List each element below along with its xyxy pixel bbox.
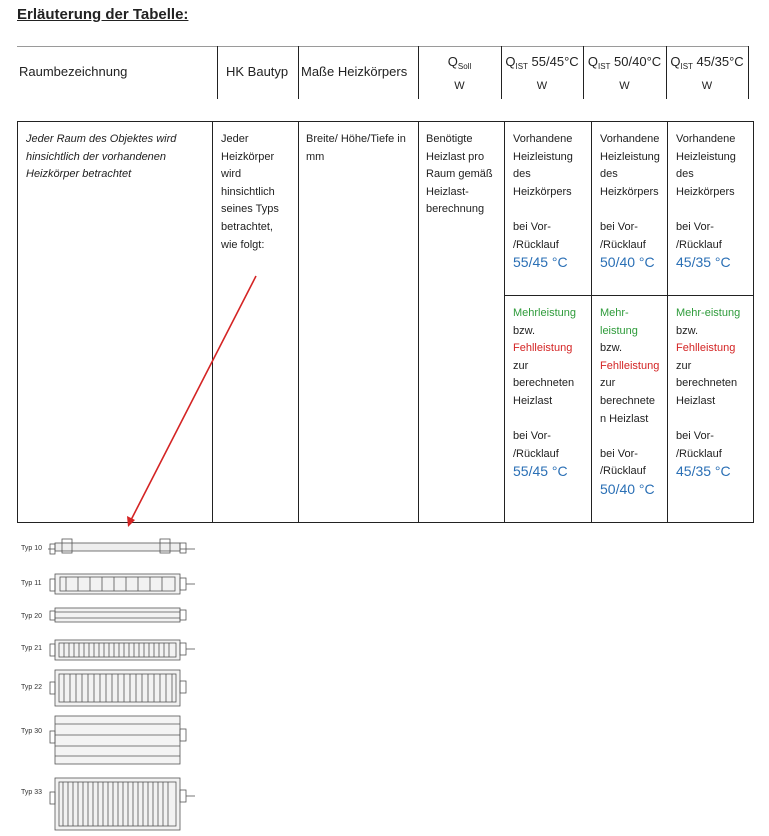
header-unit: W — [536, 80, 548, 92]
text-line: berechnung — [426, 203, 485, 216]
text-line: bzw. — [513, 324, 536, 337]
q-subscript: IST — [515, 62, 528, 71]
header-masse: Maße Heizkörpers — [301, 64, 408, 79]
radiator-type-label: Typ 33 — [21, 789, 43, 796]
header-unit: W — [454, 80, 465, 92]
q-symbol: Q — [587, 54, 598, 69]
header-unit: W — [701, 80, 713, 92]
radiator-typ-11-drawing — [50, 574, 195, 594]
text-line: berechneten — [513, 377, 575, 390]
fehlleistung-label: Fehlleistung — [513, 342, 573, 355]
text-line: betrachtet, — [221, 220, 273, 233]
mehrleistung-label: Mehr- — [600, 307, 629, 319]
text-line: Jeder — [221, 133, 249, 145]
temp-label: 45/35°C — [692, 54, 744, 69]
text-line: Heizlast pro — [426, 150, 485, 163]
header-unit: W — [619, 80, 630, 92]
text-line: zur — [513, 359, 529, 372]
text-line: Benötigte — [426, 133, 473, 145]
text-line: /Rücklauf — [600, 238, 646, 251]
radiator-type-label: Typ 21 — [21, 645, 43, 652]
cell-room-description: Jeder Raum des Objektes wird hinsichtlich der vorhandenen Heizkörper betrachtet — [26, 133, 177, 181]
text-line: Heizkörper — [221, 150, 275, 163]
fehlleistung-label: Fehlleistung — [676, 342, 736, 355]
text-line: des — [600, 168, 618, 181]
text-line: bei Vor- — [600, 220, 638, 233]
q-symbol: Q — [670, 54, 681, 69]
text-line: Heizkörpers — [676, 185, 735, 198]
q-symbol: Q — [447, 54, 458, 69]
text-line: wird — [221, 168, 242, 181]
text-line: Raum gemäß — [426, 168, 493, 181]
radiator-type-label: Typ 20 — [21, 613, 43, 620]
q-subscript: IST — [597, 62, 611, 71]
text-line: mm — [306, 150, 325, 163]
temperature-value: 55/45 °C — [513, 254, 568, 271]
text-line: /Rücklauf — [676, 447, 722, 460]
text-line: n Heizlast — [600, 412, 649, 425]
text-line: des — [676, 168, 694, 181]
temperature-value: 50/40 °C — [600, 254, 655, 271]
radiator-typ-33-drawing — [50, 778, 195, 830]
radiator-typ-21-drawing — [50, 640, 195, 660]
text-line: /Rücklauf — [600, 465, 646, 478]
text-line: Vorhandene — [676, 133, 736, 145]
temperature-value: 45/35 °C — [676, 463, 731, 480]
text-line: Heizleistung — [600, 150, 660, 163]
radiator-typ-22-drawing — [50, 670, 186, 706]
radiator-type-label: Typ 30 — [21, 728, 43, 735]
text-line: zur — [600, 377, 616, 390]
text-line: bzw. — [600, 342, 623, 355]
temperature-value: 45/35 °C — [676, 254, 731, 271]
header-raumbezeichnung: Raumbezeichnung — [19, 64, 128, 79]
text-line: Breite/ Höhe/Tiefe in — [306, 133, 406, 145]
header-hk-bautyp: HK Bautyp — [226, 64, 289, 79]
text-line: berechnete — [600, 394, 656, 407]
mehrleistung-label: leistung — [600, 324, 638, 337]
text-line: bei Vor- — [676, 430, 714, 443]
radiator-typ-20-drawing — [50, 608, 186, 622]
text-line: Heizleistung — [513, 150, 573, 163]
page-title: Erläuterung der Tabelle: — [17, 6, 189, 23]
fehlleistung-label: Fehlleistung — [600, 359, 660, 372]
temperature-value: 55/45 °C — [513, 463, 568, 480]
text-line: Heizlast- — [426, 185, 469, 198]
text-line: bei Vor- — [513, 430, 551, 443]
mehrleistung-label: Mehrleistung — [513, 307, 576, 319]
text-line: bzw. — [676, 324, 699, 337]
text-line: Vorhandene — [600, 133, 660, 145]
temp-label: 55/45°C — [527, 54, 579, 69]
mehrleistung-label: Mehr-eistung — [676, 307, 741, 319]
text-line: zur — [676, 359, 692, 372]
text-line: Heizlast — [513, 394, 553, 407]
text-line: Heizkörpers — [600, 185, 659, 198]
radiator-type-label: Typ 22 — [21, 684, 43, 691]
radiator-types-illustration — [0, 530, 210, 835]
text-line: bei Vor- — [600, 447, 638, 460]
text-line: /Rücklauf — [513, 238, 559, 251]
text-line: /Rücklauf — [676, 238, 722, 251]
q-subscript: IST — [680, 62, 693, 71]
temp-label: 50/40°C — [610, 54, 662, 69]
text-line: berechneten — [676, 377, 738, 390]
text-line: Heizlast — [676, 394, 716, 407]
text-line: /Rücklauf — [513, 447, 559, 460]
text-line: Heizkörpers — [513, 185, 572, 198]
radiator-typ-30-drawing — [50, 716, 186, 764]
text-line: wie folgt: — [221, 238, 265, 251]
text-line: bei Vor- — [676, 220, 714, 233]
text-line: Heizleistung — [676, 150, 736, 163]
radiator-type-label: Typ 11 — [21, 580, 42, 587]
text-line: seines Typs — [221, 203, 279, 216]
radiator-type-label: Typ 10 — [21, 545, 43, 552]
radiator-typ-10-drawing — [48, 539, 195, 554]
text-line: hinsichtlich — [221, 185, 275, 198]
text-line: des — [513, 168, 531, 181]
q-symbol: Q — [505, 54, 516, 69]
text-line: bei Vor- — [513, 220, 551, 233]
text-line: Vorhandene — [513, 133, 573, 145]
temperature-value: 50/40 °C — [600, 480, 655, 497]
q-subscript: Soll — [457, 62, 472, 71]
